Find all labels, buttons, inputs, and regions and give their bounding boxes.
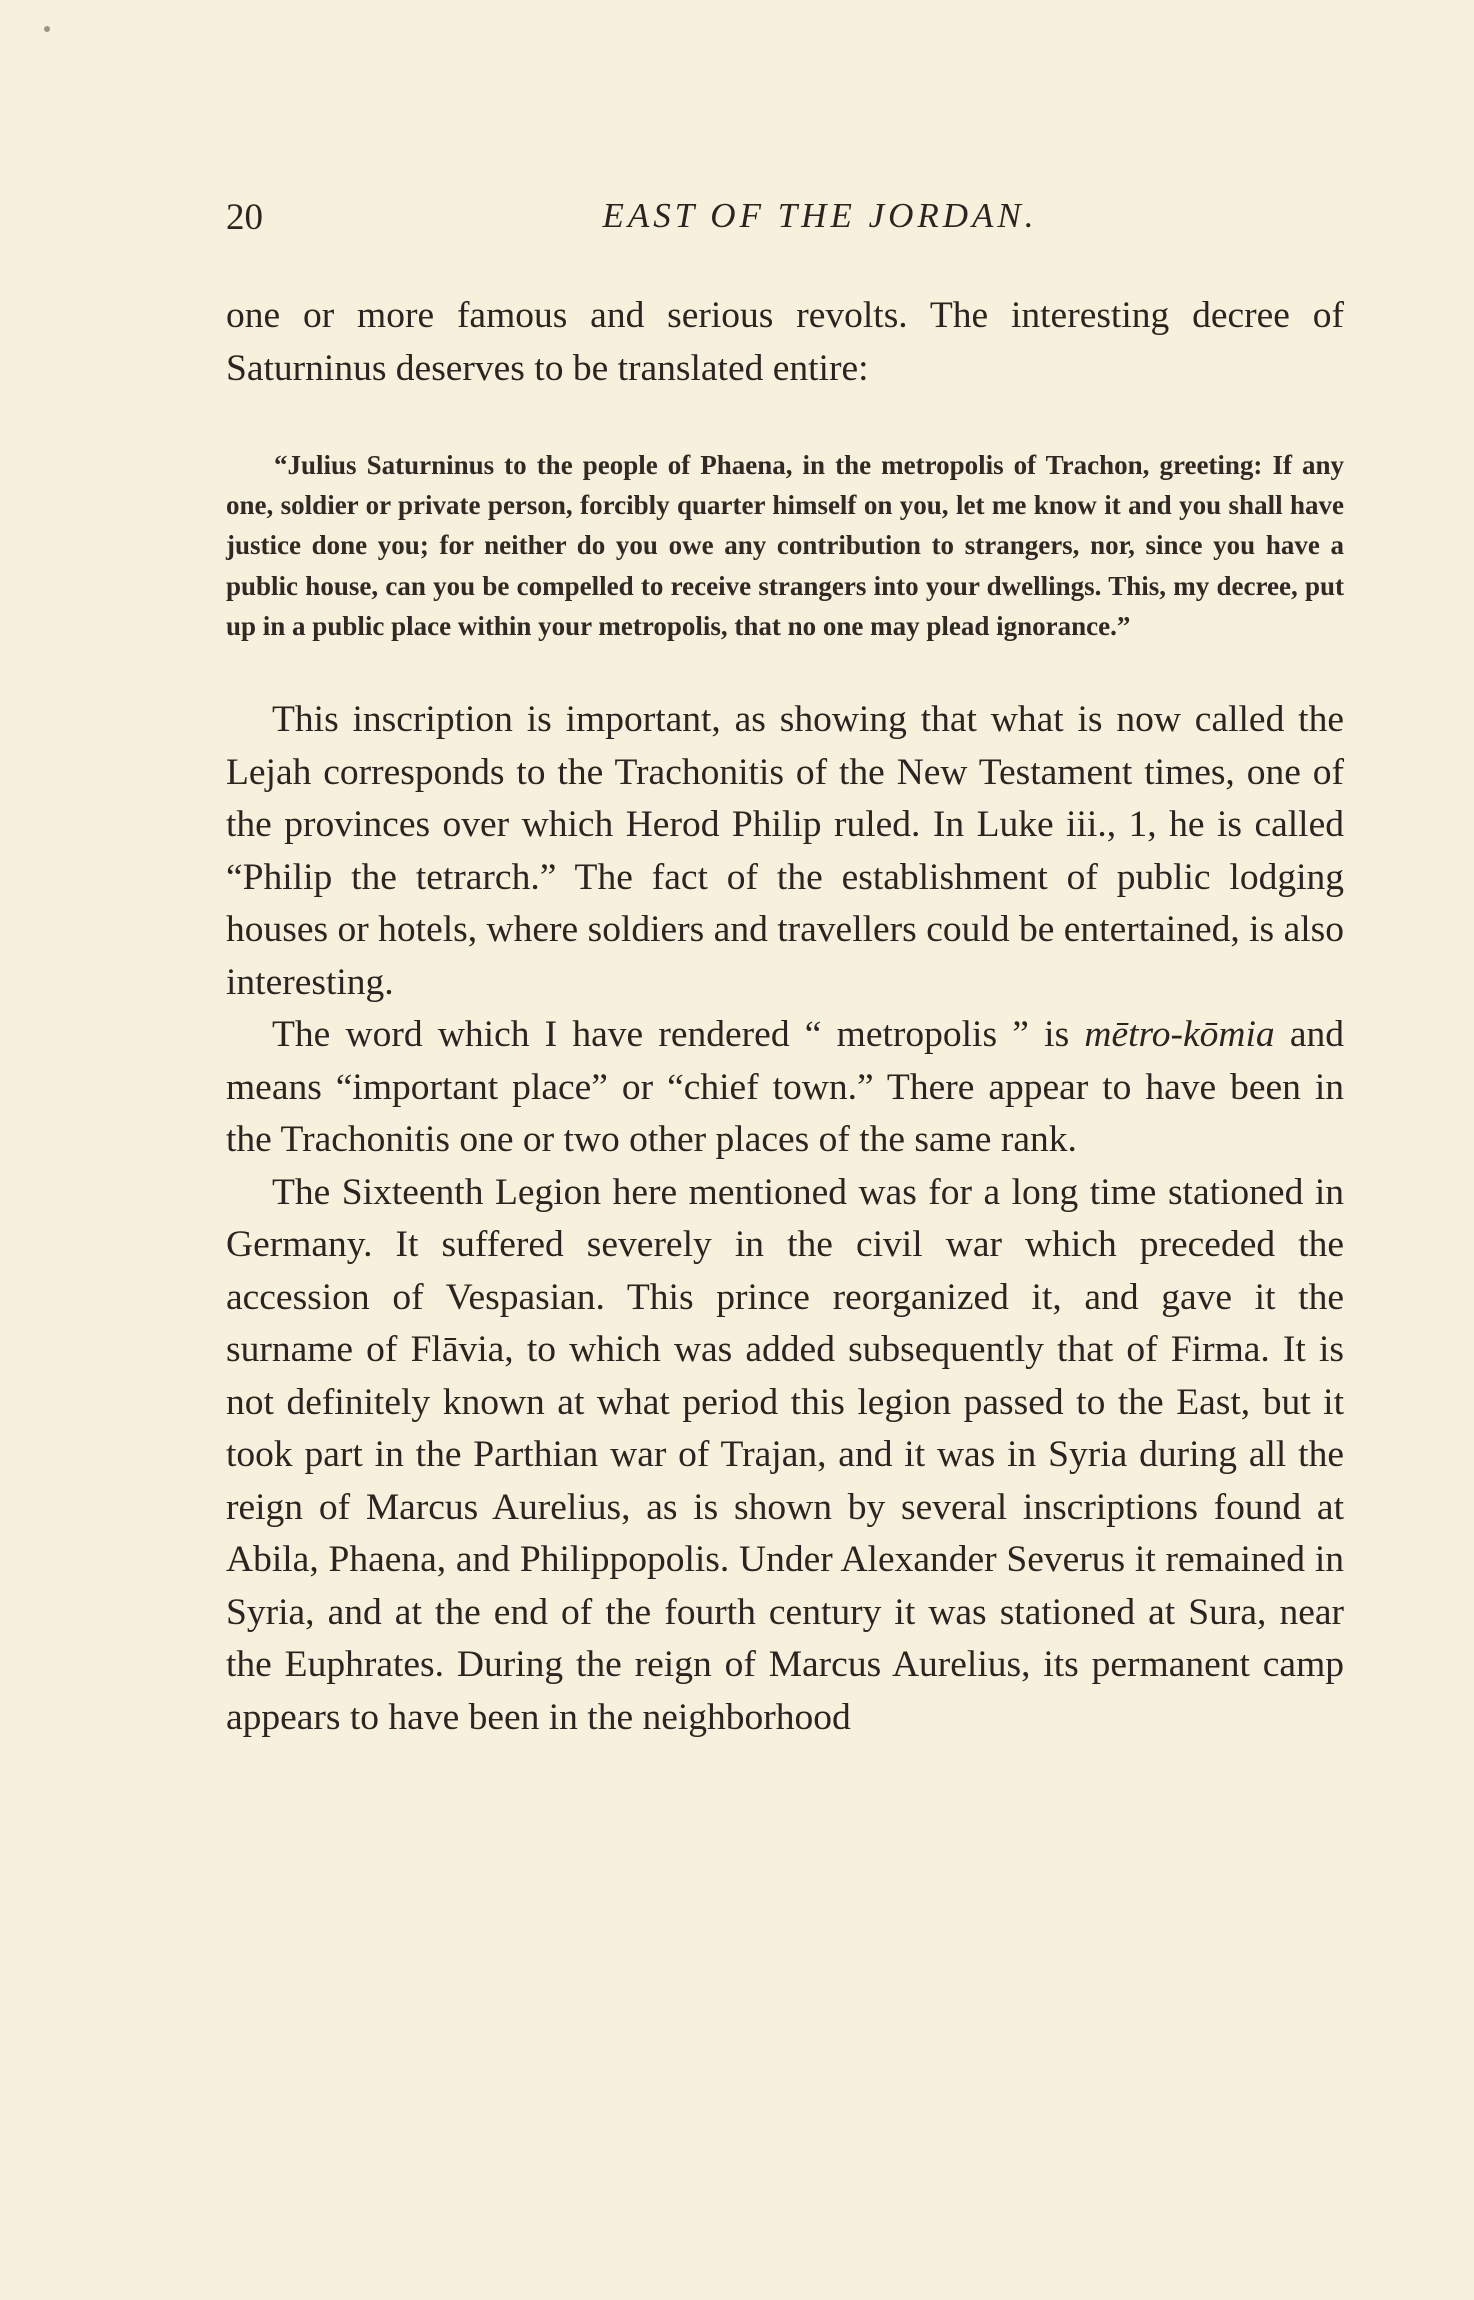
page-body bbox=[226, 290, 1344, 1744]
decree-quotation: “Julius Saturninus to the people of Phaena, in the metropolis of Trachon, greeting: If any one, soldier or private person, forcibly quarter himself on you, let me know it and you shall have justice done you; for neither do you owe any contribution to strangers, nor, since you have a public house, can you be compelled to receive strangers into your dwellings. This, my decree, put up in a public place within your metropolis, that no one may plead ignorance.” bbox=[226, 450, 1344, 641]
metrokomia-term: mētro-kōmia bbox=[1084, 1014, 1275, 1056]
paragraph-inscription: This inscription is important, as showing that what is now called the Lejah corresponds to the Trachonitis of the New Testament times, one of the provinces over which Herod Philip ruled. In Luke iii., 1, he is called “Philip the tetrarch.” The fact of the establishment of public lodging houses or hotels, where soldiers and travellers could be entertained, is also interesting. bbox=[226, 699, 1344, 1003]
paragraph-metropolis bbox=[226, 1009, 1344, 1167]
paragraph-sixteenth-legion: The Sixteenth Legion here mentioned was for a long time stationed in Germany. It suffered severely in the civil war which preceded the accession of Vespasian. This prince reorganized it, and gave it the surname of Flāvia, to which was added subsequently that of Firma. It is not definitely known at what period this legion passed to the East, but it took part in the Parthian war of Trajan, and it was in Syria during all the reign of Marcus Aurelius, as is shown by several inscriptions found at Abila, Phaena, and Philippopolis. Under Alexander Severus it remained in Syria, and at the end of the fourth century it was stationed at Sura, near the Euphrates. During the reign of Marcus Aurelius, its permanent camp appears to have been in the neighborhood bbox=[226, 1171, 1344, 1738]
metropolis-text-after: and means “important place” or “chief town.” There appear to have been in the Trachonitis one or two other places of the same rank. bbox=[226, 1014, 1344, 1161]
page-header bbox=[226, 196, 1344, 246]
page-number: 20 bbox=[226, 197, 263, 238]
opening-paragraph: one or more famous and serious revolts. The interesting decree of Saturninus deserves to be translated entire: bbox=[226, 295, 1344, 389]
running-head: EAST OF THE JORDAN. bbox=[602, 196, 1038, 235]
page-speck bbox=[44, 26, 50, 32]
metropolis-text-before: The word which I have rendered “ metropolis ” is bbox=[272, 1014, 1085, 1056]
